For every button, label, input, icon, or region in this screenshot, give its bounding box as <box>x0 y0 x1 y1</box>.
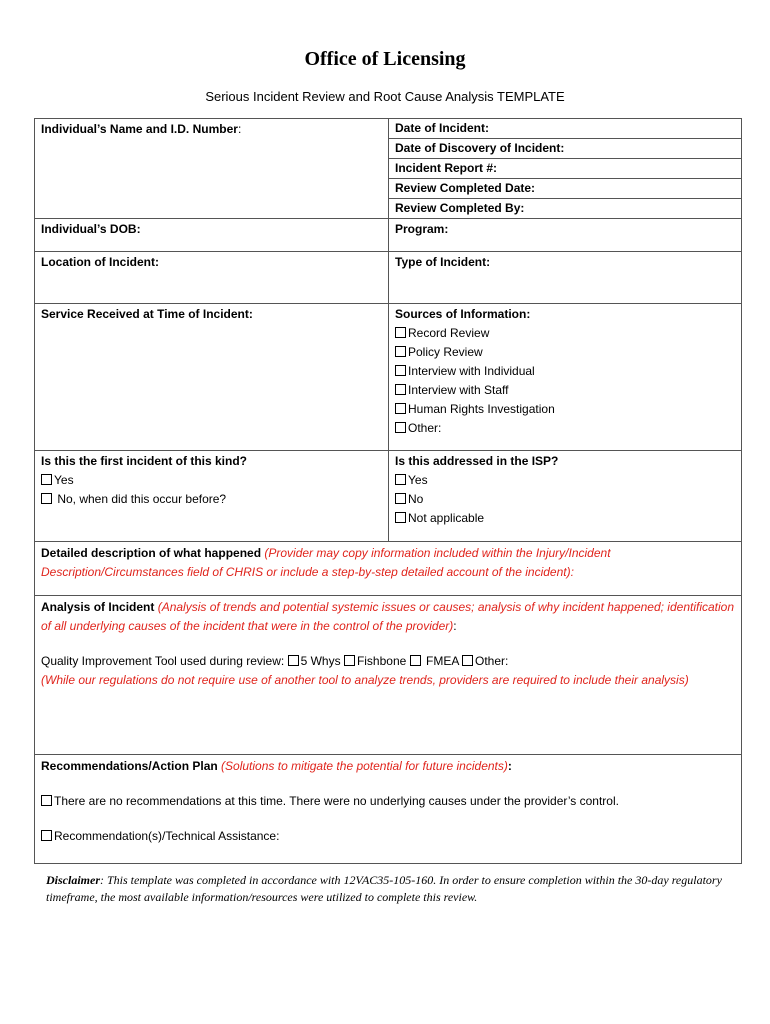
checkbox-icon[interactable] <box>395 384 406 395</box>
incident-report-field[interactable]: Incident Report #: <box>389 159 741 179</box>
sources-label: Sources of Information: <box>395 307 531 321</box>
qi-tool-line <box>41 652 735 671</box>
location-of-incident-label: Location of Incident: <box>41 255 159 269</box>
recommendations-label: Recommendations/Action Plan <box>41 759 218 773</box>
qi-option-other[interactable]: Other: <box>462 654 508 668</box>
type-of-incident-label: Type of Incident: <box>395 255 491 269</box>
individual-name-colon: : <box>237 122 242 136</box>
review-completed-date-field[interactable]: Review Completed Date: <box>389 179 741 199</box>
first-incident-cell <box>35 451 389 542</box>
checkbox-icon[interactable] <box>395 403 406 414</box>
analysis-label: Analysis of Incident <box>41 600 155 614</box>
source-policy-review[interactable]: Policy Review <box>395 343 735 362</box>
service-received-label: Service Received at Time of Incident: <box>41 307 253 321</box>
individual-dob-label: Individual’s DOB: <box>41 222 141 236</box>
recommendations-note: (Solutions to mitigate the potential for future incidents) <box>221 759 508 773</box>
page-title: Office of Licensing <box>304 48 466 70</box>
sources-cell <box>389 304 742 451</box>
no-recommendations-option[interactable]: There are no recommendations at this time. There were no underlying causes under the provider’s control. <box>41 792 735 811</box>
checkbox-icon[interactable] <box>344 655 355 666</box>
analysis-note: (Analysis of trends and potential systemic issues or causes; analysis of why incident happened; identification of all underlying causes of the incident that were in the control of the provider) <box>41 600 735 633</box>
source-human-rights[interactable]: Human Rights Investigation <box>395 400 735 419</box>
checkbox-icon[interactable] <box>395 346 406 357</box>
qi-option-fishbone[interactable]: Fishbone <box>344 654 406 668</box>
analysis-colon: : <box>453 619 457 633</box>
disclaimer-text: : This template was completed in accordance with 12VAC35-105-160. In order to ensure completion within the 30-day regulatory timeframe, the most available information/resources were utilized to complete this review. <box>46 873 722 904</box>
checkbox-icon[interactable] <box>395 474 406 485</box>
individual-name-label: Individual’s Name and I.D. Number <box>41 122 238 136</box>
isp-cell <box>389 451 742 542</box>
review-completed-by-field[interactable]: Review Completed By: <box>395 201 525 215</box>
source-interview-individual[interactable]: Interview with Individual <box>395 362 735 381</box>
incident-dates-cell <box>389 119 742 219</box>
program-cell[interactable] <box>389 219 742 252</box>
isp-question: Is this addressed in the ISP? <box>395 454 559 468</box>
recommendations-ta-option[interactable]: Recommendation(s)/Technical Assistance: <box>41 827 735 846</box>
disclaimer-label: Disclaimer <box>46 873 100 887</box>
first-incident-question: Is this the first incident of this kind? <box>41 454 248 468</box>
first-incident-yes[interactable]: Yes <box>41 471 382 490</box>
recommendations-colon: : <box>507 759 512 773</box>
checkbox-icon[interactable] <box>395 493 406 504</box>
source-interview-staff[interactable]: Interview with Staff <box>395 381 735 400</box>
checkbox-icon[interactable] <box>395 422 406 433</box>
checkbox-icon[interactable] <box>41 830 52 841</box>
checkbox-icon[interactable] <box>462 655 473 666</box>
isp-no[interactable]: No <box>395 490 735 509</box>
detailed-description-note: (Provider may copy information included within the Injury/Incident Description/Circumstances field of CHRIS or include a step-by-step detailed account of the incident): <box>41 546 611 579</box>
qi-option-fmea[interactable]: FMEA <box>410 654 459 668</box>
incident-form-table <box>34 118 742 864</box>
location-of-incident-cell[interactable] <box>35 252 389 304</box>
checkbox-icon[interactable] <box>41 493 52 504</box>
source-record-review[interactable]: Record Review <box>395 324 735 343</box>
type-of-incident-cell[interactable] <box>389 252 742 304</box>
page-subtitle: Serious Incident Review and Root Cause Analysis TEMPLATE <box>205 89 565 104</box>
detailed-description-cell[interactable] <box>35 542 742 596</box>
checkbox-icon[interactable] <box>288 655 299 666</box>
program-label: Program: <box>395 222 449 236</box>
checkbox-icon[interactable] <box>395 327 406 338</box>
qi-tool-note: (While our regulations do not require use of another tool to analyze trends, providers are required to include their analysis) <box>41 673 689 687</box>
qi-tool-label: Quality Improvement Tool used during review: <box>41 654 285 668</box>
isp-yes[interactable]: Yes <box>395 471 735 490</box>
individual-name-cell[interactable] <box>35 119 389 219</box>
analysis-cell[interactable] <box>35 596 742 755</box>
checkbox-icon[interactable] <box>41 795 52 806</box>
first-incident-no[interactable]: No, when did this occur before? <box>41 490 382 509</box>
disclaimer <box>46 872 726 906</box>
recommendations-cell <box>35 755 742 864</box>
checkbox-icon[interactable] <box>395 365 406 376</box>
service-received-cell[interactable] <box>35 304 389 451</box>
qi-option-5-whys[interactable]: 5 Whys <box>288 654 341 668</box>
date-of-incident-field[interactable]: Date of Incident: <box>389 119 741 139</box>
isp-not-applicable[interactable]: Not applicable <box>395 509 735 528</box>
checkbox-icon[interactable] <box>395 512 406 523</box>
individual-dob-cell[interactable] <box>35 219 389 252</box>
detailed-description-label: Detailed description of what happened <box>41 546 262 560</box>
date-of-discovery-field[interactable]: Date of Discovery of Incident: <box>389 139 741 159</box>
checkbox-icon[interactable] <box>410 655 421 666</box>
checkbox-icon[interactable] <box>41 474 52 485</box>
source-other[interactable]: Other: <box>395 419 735 438</box>
